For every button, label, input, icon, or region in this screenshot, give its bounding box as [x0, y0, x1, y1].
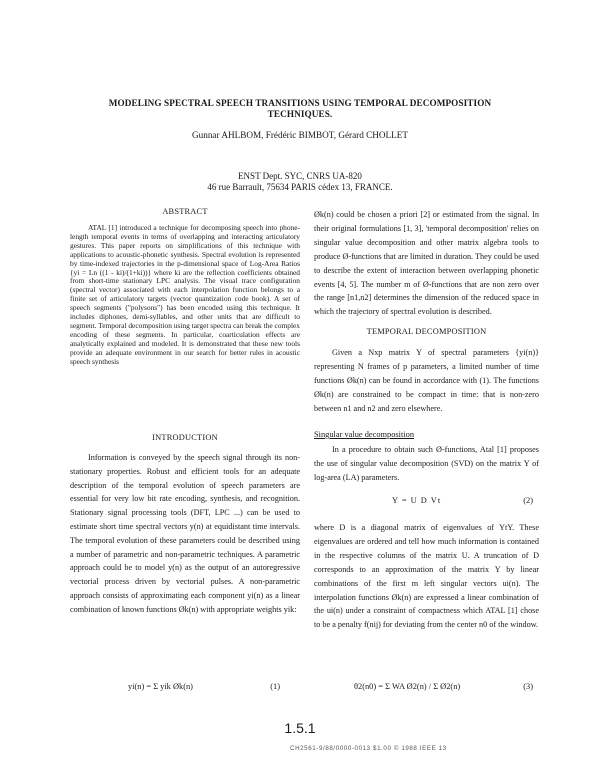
print-line: CH2561-9/88/0000-0013 $1.00 © 1988 IEEE 13 — [290, 745, 447, 752]
abstract-heading: ABSTRACT — [162, 207, 208, 216]
introduction-text: Information is conveyed by the speech signal through its non-stationary properties. Robust and efficient tools for an adequate description of the temporal evolution of speech parameters are essential for very low bit rate encoding, synthesis, and recognition. Stationary signal processing tools (DFT, LPC ...) can be used to estimate short time spectral vectors y(n) at equidistant time intervals. The temporal evolution of these parameters could be described using a number of parametric and non-parametric techniques. A parametric approach could be to model y(n) as the output of an autoregressive vectorial process driven by vectorial pulses. A non-parametric approach consists of approximating each component yi(n) as a linear combination of known functions Øk(n) with appropriate weights yik: — [70, 453, 300, 614]
title-line-2: TECHNIQUES. — [267, 109, 333, 119]
equation-2-number: (2) — [523, 496, 533, 505]
equation-2-body: Y = U D Vt — [392, 496, 442, 505]
svd-explanation: where D is a diagonal matrix of eigenvalues of YtY. These eigenvalues are ordered and tell how much information is contained in the respective columns of the matrix U. A truncation of D corresponds to an approximation of the matrix Y by linear combinations of the first m left singular vectors ui(n). The interpolation functions Øk(n) are expressed a linear combination of the ui(n) under a constraint of compactness which ATAL [1] chose to be a penalty f(nij) for deviating from the center n0 of the window. — [314, 523, 539, 630]
equation-1-body: yi(n) = Σ yik Øk(n) — [128, 682, 193, 691]
equation-3-number: (3) — [523, 682, 533, 691]
svd-subheading: Singular value decomposition — [314, 430, 415, 439]
page-number: 1.5.1 — [284, 720, 316, 736]
temporal-decomposition-heading: TEMPORAL DECOMPOSITION — [366, 327, 487, 336]
equation-2 — [314, 496, 539, 508]
svd-text: In a procedure to obtain such Ø-functions, Atal [1] proposes the use of singular value decomposition (SVD) on the matrix Y of log-area (LA) parameters. — [314, 445, 539, 482]
affiliation-line-2: 46 rue Barrault, 75634 PARIS cédex 13, FRANCE. — [207, 182, 393, 192]
introduction-heading: INTRODUCTION — [152, 433, 218, 442]
affiliation — [40, 171, 560, 193]
right-intro-paragraph: Øk(n) could be chosen a priori [2] or estimated from the signal. In their original formulations [1, 3], 'temporal decomposition' relies on singular value decomposition and other matrix algebra tools to produce Ø-functions that are limited in duration. They could be used to describe the extent of interaction between overlapping phonetic events [4, 5]. The number m of Ø-functions that are non zero over the range [n1,n2] determines the dimension of the reduced space in which the trajectory of spectral evolution is described. — [314, 210, 539, 317]
title-line-1: MODELING SPECTRAL SPEECH TRANSITIONS USING TEMPORAL DECOMPOSITION — [108, 98, 492, 108]
abstract-text: ATAL [1] introduced a technique for decomposing speech into phone-length temporal events in terms of overlapping and interacting articulatory gestures. This paper reports on simplifications of this technique with applications to acoustic-phonetic synthesis. Spectral evolution is represented by time-indexed trajectories in the p-dimensional space of Log-Area Ratios {yi = Ln ((1 - ki)/(1+ki))} where ki are the reflection coefficients obtained from short-time stationary LPC analysis. The visual trace configuration (spectral vector) associated with each interpolation function belongs to a finite set of articulatory targets (vector quantization code book). A set of speech segments ("polysons") has been encoded using this technique. It includes diphones, demi-syllables, and other units that are difficult to segment. Temporal decomposition using target spectra can break the complex encoding of these segments. In particular, coarticulation effects are analytically explained and modeled. It is demonstrated that these new tools provide an adequate environment in our search for better rules in acoustic speech synthesis — [70, 223, 300, 366]
authors: Gunnar AHLBOM, Frédéric BIMBOT, Gérard CHOLLET — [192, 130, 408, 140]
temporal-decomposition-text: Given a Nxp matrix Y of spectral parameters {yi(n)} representing N frames of p parameters, a limited number of time functions Øk(n) can be found in accordance with (1). The functions Øk(n) are constrained to be compact in time: that is non-zero between n1 and n2 and zero elsewhere. — [314, 348, 539, 413]
equation-1-number: (1) — [270, 682, 280, 691]
affiliation-line-1: ENST Dept. SYC, CNRS UA-820 — [238, 171, 362, 181]
paper-title — [40, 98, 560, 120]
equation-1 — [70, 682, 300, 694]
equation-3-body: θ2(n0) = Σ WA Ø2(n) / Σ Ø2(n) — [354, 682, 461, 691]
equation-3 — [314, 682, 539, 694]
